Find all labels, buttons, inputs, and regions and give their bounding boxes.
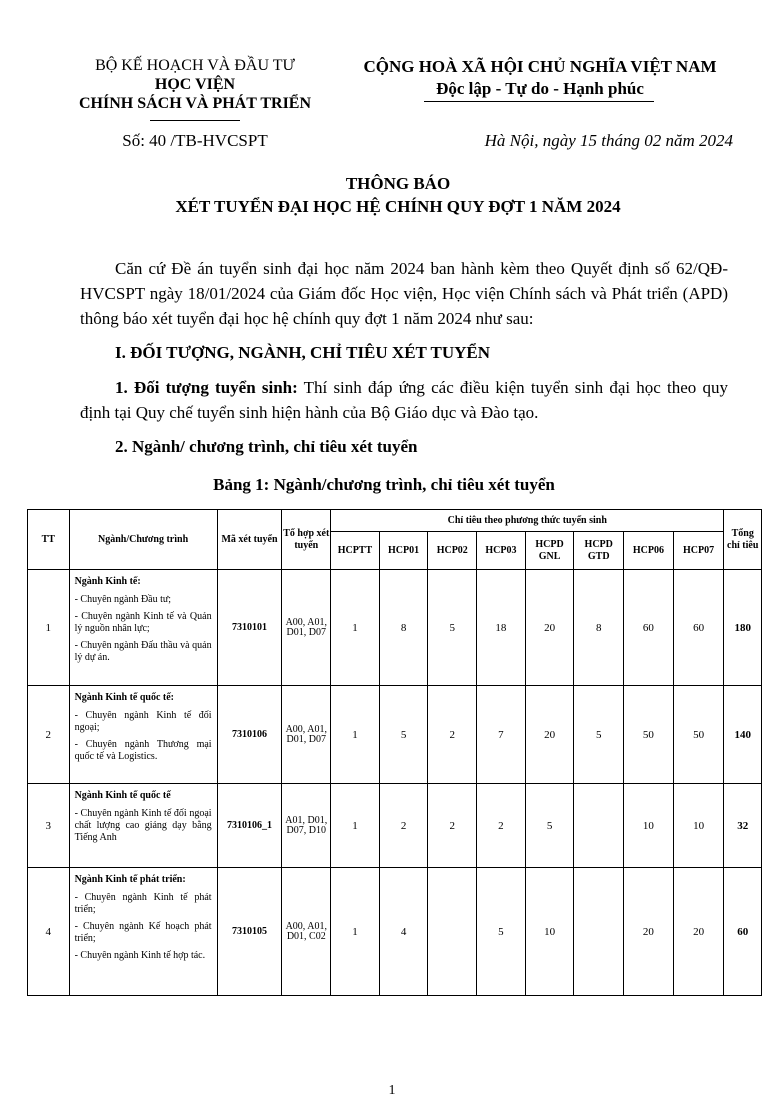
quota-cell: 10 xyxy=(525,868,574,996)
eligibility-paragraph xyxy=(80,375,728,425)
subject-combination: A00, A01, D01, D07 xyxy=(282,570,331,686)
ministry-name: BỘ KẾ HOẠCH VÀ ĐẦU TƯ xyxy=(95,57,295,74)
table-row xyxy=(28,570,762,686)
specialization: - Chuyên ngành Kế hoạch phát triển; xyxy=(74,921,212,944)
quota-cell: 20 xyxy=(624,868,674,996)
quota-cell: 18 xyxy=(477,570,526,686)
major-name: Ngành Kinh tế: xyxy=(74,576,141,587)
quota-cell xyxy=(428,868,477,996)
major-name: Ngành Kinh tế quốc tế xyxy=(74,790,171,801)
header-code: Mã xét tuyển xyxy=(217,510,282,570)
quota-cell: 1 xyxy=(331,784,380,868)
header-method: HCPD GNL xyxy=(525,532,574,570)
header-quota-group: Chỉ tiêu theo phương thức tuyển sinh xyxy=(331,510,724,532)
header-method: HCPD GTD xyxy=(574,532,624,570)
quota-cell: 10 xyxy=(624,784,674,868)
quota-cell: 7 xyxy=(477,686,526,784)
admission-code: 7310106 xyxy=(217,686,282,784)
quota-cell: 8 xyxy=(574,570,624,686)
row-tt: 3 xyxy=(28,784,70,868)
program-cell xyxy=(69,868,217,996)
document-number: Số: 40 /TB-HVCSPT xyxy=(122,131,268,150)
major-name: Ngành Kinh tế quốc tế: xyxy=(74,692,175,703)
intro-paragraph: Căn cứ Đề án tuyển sinh đại học năm 2024 ban hành kèm theo Quyết định số 62/QĐ-HVCSPT ngày 18/01/2024 của Giám đốc Học viện, Học viện Chính sách và Phát triển (APD) thông báo xét tuyển đại học hệ chính quy đợt 1 năm 2024 như sau: xyxy=(80,259,728,328)
academy-name-line2: CHÍNH SÁCH VÀ PHÁT TRIỂN xyxy=(78,95,312,112)
admission-code: 7310106_1 xyxy=(217,784,282,868)
quota-cell: 2 xyxy=(477,784,526,868)
quota-cell: 5 xyxy=(477,868,526,996)
quota-cell: 5 xyxy=(574,686,624,784)
header-method: HCP02 xyxy=(428,532,477,570)
quota-cell: 4 xyxy=(379,868,428,996)
table-row xyxy=(28,686,762,784)
specialization: - Chuyên ngành Đầu tư; xyxy=(74,594,172,605)
country-name: CỘNG HOÀ XÃ HỘI CHỦ NGHĨA VIỆT NAM xyxy=(363,57,717,76)
header-method: HCP01 xyxy=(379,532,428,570)
total-quota: 140 xyxy=(724,686,762,784)
subject-combination: A00, A01, D01, D07 xyxy=(282,686,331,784)
specialization: - Chuyên ngành Kinh tế phát triển; xyxy=(74,892,212,915)
section-heading: I. ĐỐI TƯỢNG, NGÀNH, CHỈ TIÊU XÉT TUYỂN xyxy=(115,343,491,362)
specialization: - Chuyên ngành Kinh tế và Quản lý nguồn nhân lực; xyxy=(74,611,212,634)
quota-cell: 20 xyxy=(673,868,724,996)
specialization: - Chuyên ngành Đấu thầu và quản lý dự án. xyxy=(74,640,212,663)
header-total: Tổng chỉ tiêu xyxy=(724,510,762,570)
quota-cell: 8 xyxy=(379,570,428,686)
quota-cell xyxy=(574,868,624,996)
program-cell xyxy=(69,686,217,784)
total-quota: 32 xyxy=(724,784,762,868)
quota-cell: 50 xyxy=(624,686,674,784)
program-cell xyxy=(69,570,217,686)
quota-cell: 5 xyxy=(525,784,574,868)
page-number: 1 xyxy=(388,1083,396,1098)
quota-cell: 50 xyxy=(673,686,724,784)
academy-name-line1: HỌC VIỆN xyxy=(154,76,236,93)
header-method: HCP06 xyxy=(624,532,674,570)
header-method: HCP03 xyxy=(477,532,526,570)
row-tt: 2 xyxy=(28,686,70,784)
quota-cell: 2 xyxy=(428,686,477,784)
national-block xyxy=(340,56,740,100)
program-cell xyxy=(69,784,217,868)
quota-cell: 20 xyxy=(525,686,574,784)
major-name: Ngành Kinh tế phát triển: xyxy=(74,874,186,885)
quota-cell: 20 xyxy=(525,570,574,686)
place-date: Hà Nội, ngày 15 tháng 02 năm 2024 xyxy=(484,131,733,150)
subject-combination: A00, A01, D01, C02 xyxy=(282,868,331,996)
issuer-underline xyxy=(150,120,240,121)
quota-table xyxy=(27,509,762,996)
quota-cell: 60 xyxy=(673,570,724,686)
quota-cell: 1 xyxy=(331,868,380,996)
specialization: - Chuyên ngành Kinh tế hợp tác. xyxy=(74,950,206,961)
specialization: - Chuyên ngành Thương mại quốc tế và Logistics. xyxy=(74,739,212,762)
total-quota: 60 xyxy=(724,868,762,996)
quota-cell: 2 xyxy=(428,784,477,868)
quota-cell: 60 xyxy=(624,570,674,686)
quota-cell: 2 xyxy=(379,784,428,868)
quota-cell: 5 xyxy=(379,686,428,784)
notice-title: THÔNG BÁO xyxy=(345,174,451,193)
admission-code: 7310105 xyxy=(217,868,282,996)
table-caption: Bảng 1: Ngành/chương trình, chỉ tiêu xét tuyển xyxy=(213,475,555,494)
specialization: - Chuyên ngành Kinh tế đối ngoại chất lượng cao giảng dạy bằng Tiếng Anh xyxy=(74,808,212,843)
eligibility-label: 1. Đối tượng tuyển sinh: xyxy=(115,378,298,397)
total-quota: 180 xyxy=(724,570,762,686)
quota-cell: 10 xyxy=(673,784,724,868)
motto-underline xyxy=(424,101,654,102)
header-method: HCP07 xyxy=(673,532,724,570)
notice-subtitle: XÉT TUYỂN ĐẠI HỌC HỆ CHÍNH QUY ĐỢT 1 NĂM 2024 xyxy=(175,197,621,216)
admission-code: 7310101 xyxy=(217,570,282,686)
quota-cell xyxy=(574,784,624,868)
header-tt: TT xyxy=(28,510,70,570)
table-row xyxy=(28,784,762,868)
header-method: HCPTT xyxy=(331,532,380,570)
quota-cell: 1 xyxy=(331,570,380,686)
quota-cell: 5 xyxy=(428,570,477,686)
quota-cell: 1 xyxy=(331,686,380,784)
issuer-block xyxy=(40,56,350,113)
subsection-heading: 2. Ngành/ chương trình, chỉ tiêu xét tuyển xyxy=(115,437,418,456)
national-motto: Độc lập - Tự do - Hạnh phúc xyxy=(436,79,644,98)
subject-combination: A01, D01, D07, D10 xyxy=(282,784,331,868)
specialization: - Chuyên ngành Kinh tế đối ngoại; xyxy=(74,710,212,733)
header-combination: Tổ hợp xét tuyển xyxy=(282,510,331,570)
row-tt: 1 xyxy=(28,570,70,686)
eligibility-text: Thí sinh đáp ứng các điều kiện tuyển sinh đại học theo quy định tại Quy chế tuyển sinh hiện hành của Bộ Giáo dục và Đào tạo. xyxy=(80,378,728,422)
row-tt: 4 xyxy=(28,868,70,996)
header-program: Ngành/Chương trình xyxy=(69,510,217,570)
table-row xyxy=(28,868,762,996)
